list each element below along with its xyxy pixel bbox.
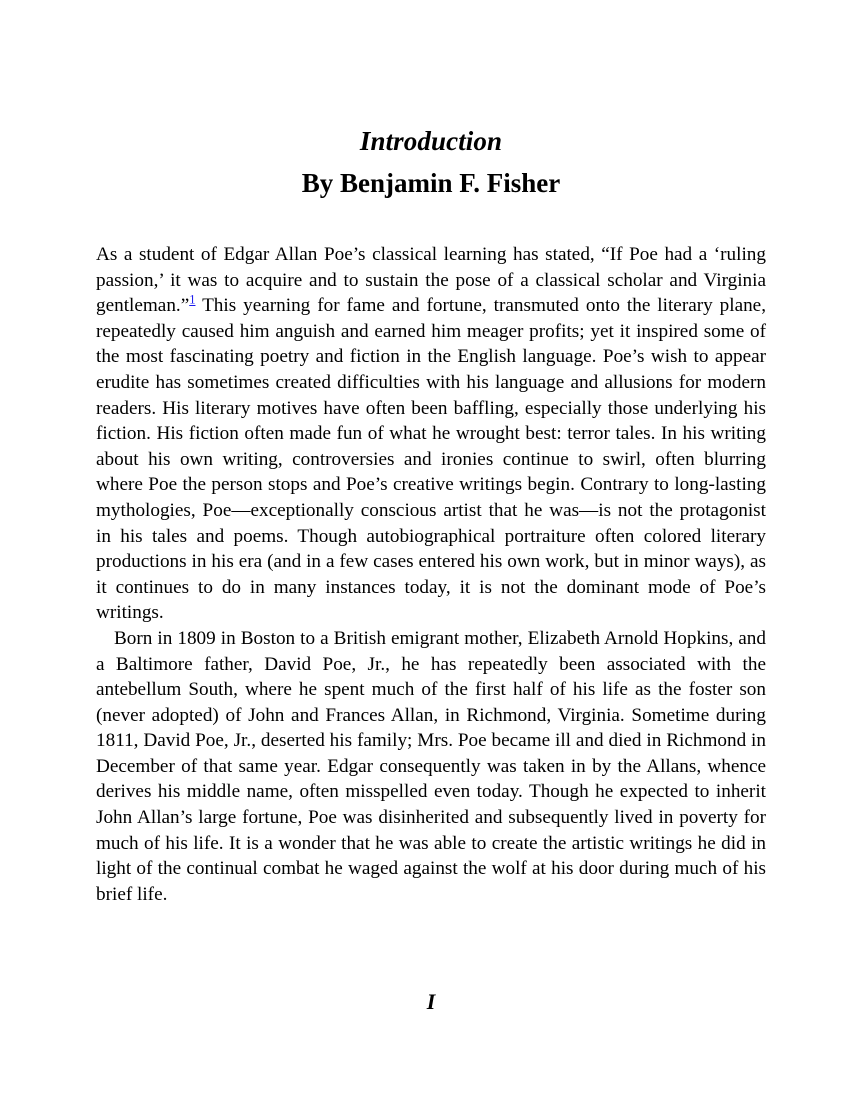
page-number: I: [426, 989, 436, 1014]
paragraph-1-text-after-footnote: This yearning for fame and fortune, transmuted onto the literary plane, repeatedly caused him anguish and earned him meager profits; yet it inspired some of the most fascinating poetry and fiction in the English language. Poe’s wish to appear erudite has sometimes created difficulties with his language and allusions for modern readers. His literary motives have often been baffling, especially those underlying his fiction. His fiction often made fun of what he wrought best: terror tales. In his writing about his own writing, controversies and ironies continue to swirl, often blurring where Poe the person stops and Poe’s creative writings begin. Contrary to long-lasting mythologies, Poe—exceptionally conscious artist that he was—is not the protagonist in his tales and poems. Though autobiographical portraiture often colored literary productions in his era (and in a few cases entered his own work, but in minor ways), as it continues to do in many instances today, it is not the dominant mode of Poe’s writings.: [96, 295, 766, 624]
body-paragraph-1: [96, 242, 766, 626]
paragraph-1-text-before-footnote: As a student of Edgar Allan Poe’s classical learning has stated, “If Poe had a ‘ruling passion,’ it was to acquire and to sustain the pose of a classical scholar and Virginia gentleman.”: [96, 244, 766, 317]
author-byline: By Benjamin F. Fisher: [301, 168, 561, 198]
footnote-reference-link[interactable]: 1: [189, 292, 196, 307]
page-content: [96, 0, 766, 907]
page-title: Introduction: [359, 126, 503, 156]
body-paragraph-2: Born in 1809 in Boston to a British emigrant mother, Elizabeth Arnold Hopkins, and a Baltimore father, David Poe, Jr., he has repeatedly been associated with the antebellum South, where he spent much of the first half of his life as the foster son (never adopted) of John and Frances Allan, in Richmond, Virginia. Sometime during 1811, David Poe, Jr., deserted his family; Mrs. Poe became ill and died in Richmond in December of that same year. Edgar consequently was taken in by the Allans, whence derives his middle name, often misspelled even today. Though he expected to inherit John Allan’s large fortune, Poe was disinherited and subsequently lived in poverty for much of his life. It is a wonder that he was able to create the artistic writings he did in light of the continual combat he waged against the wolf at his door during much of his brief life.: [96, 627, 766, 905]
